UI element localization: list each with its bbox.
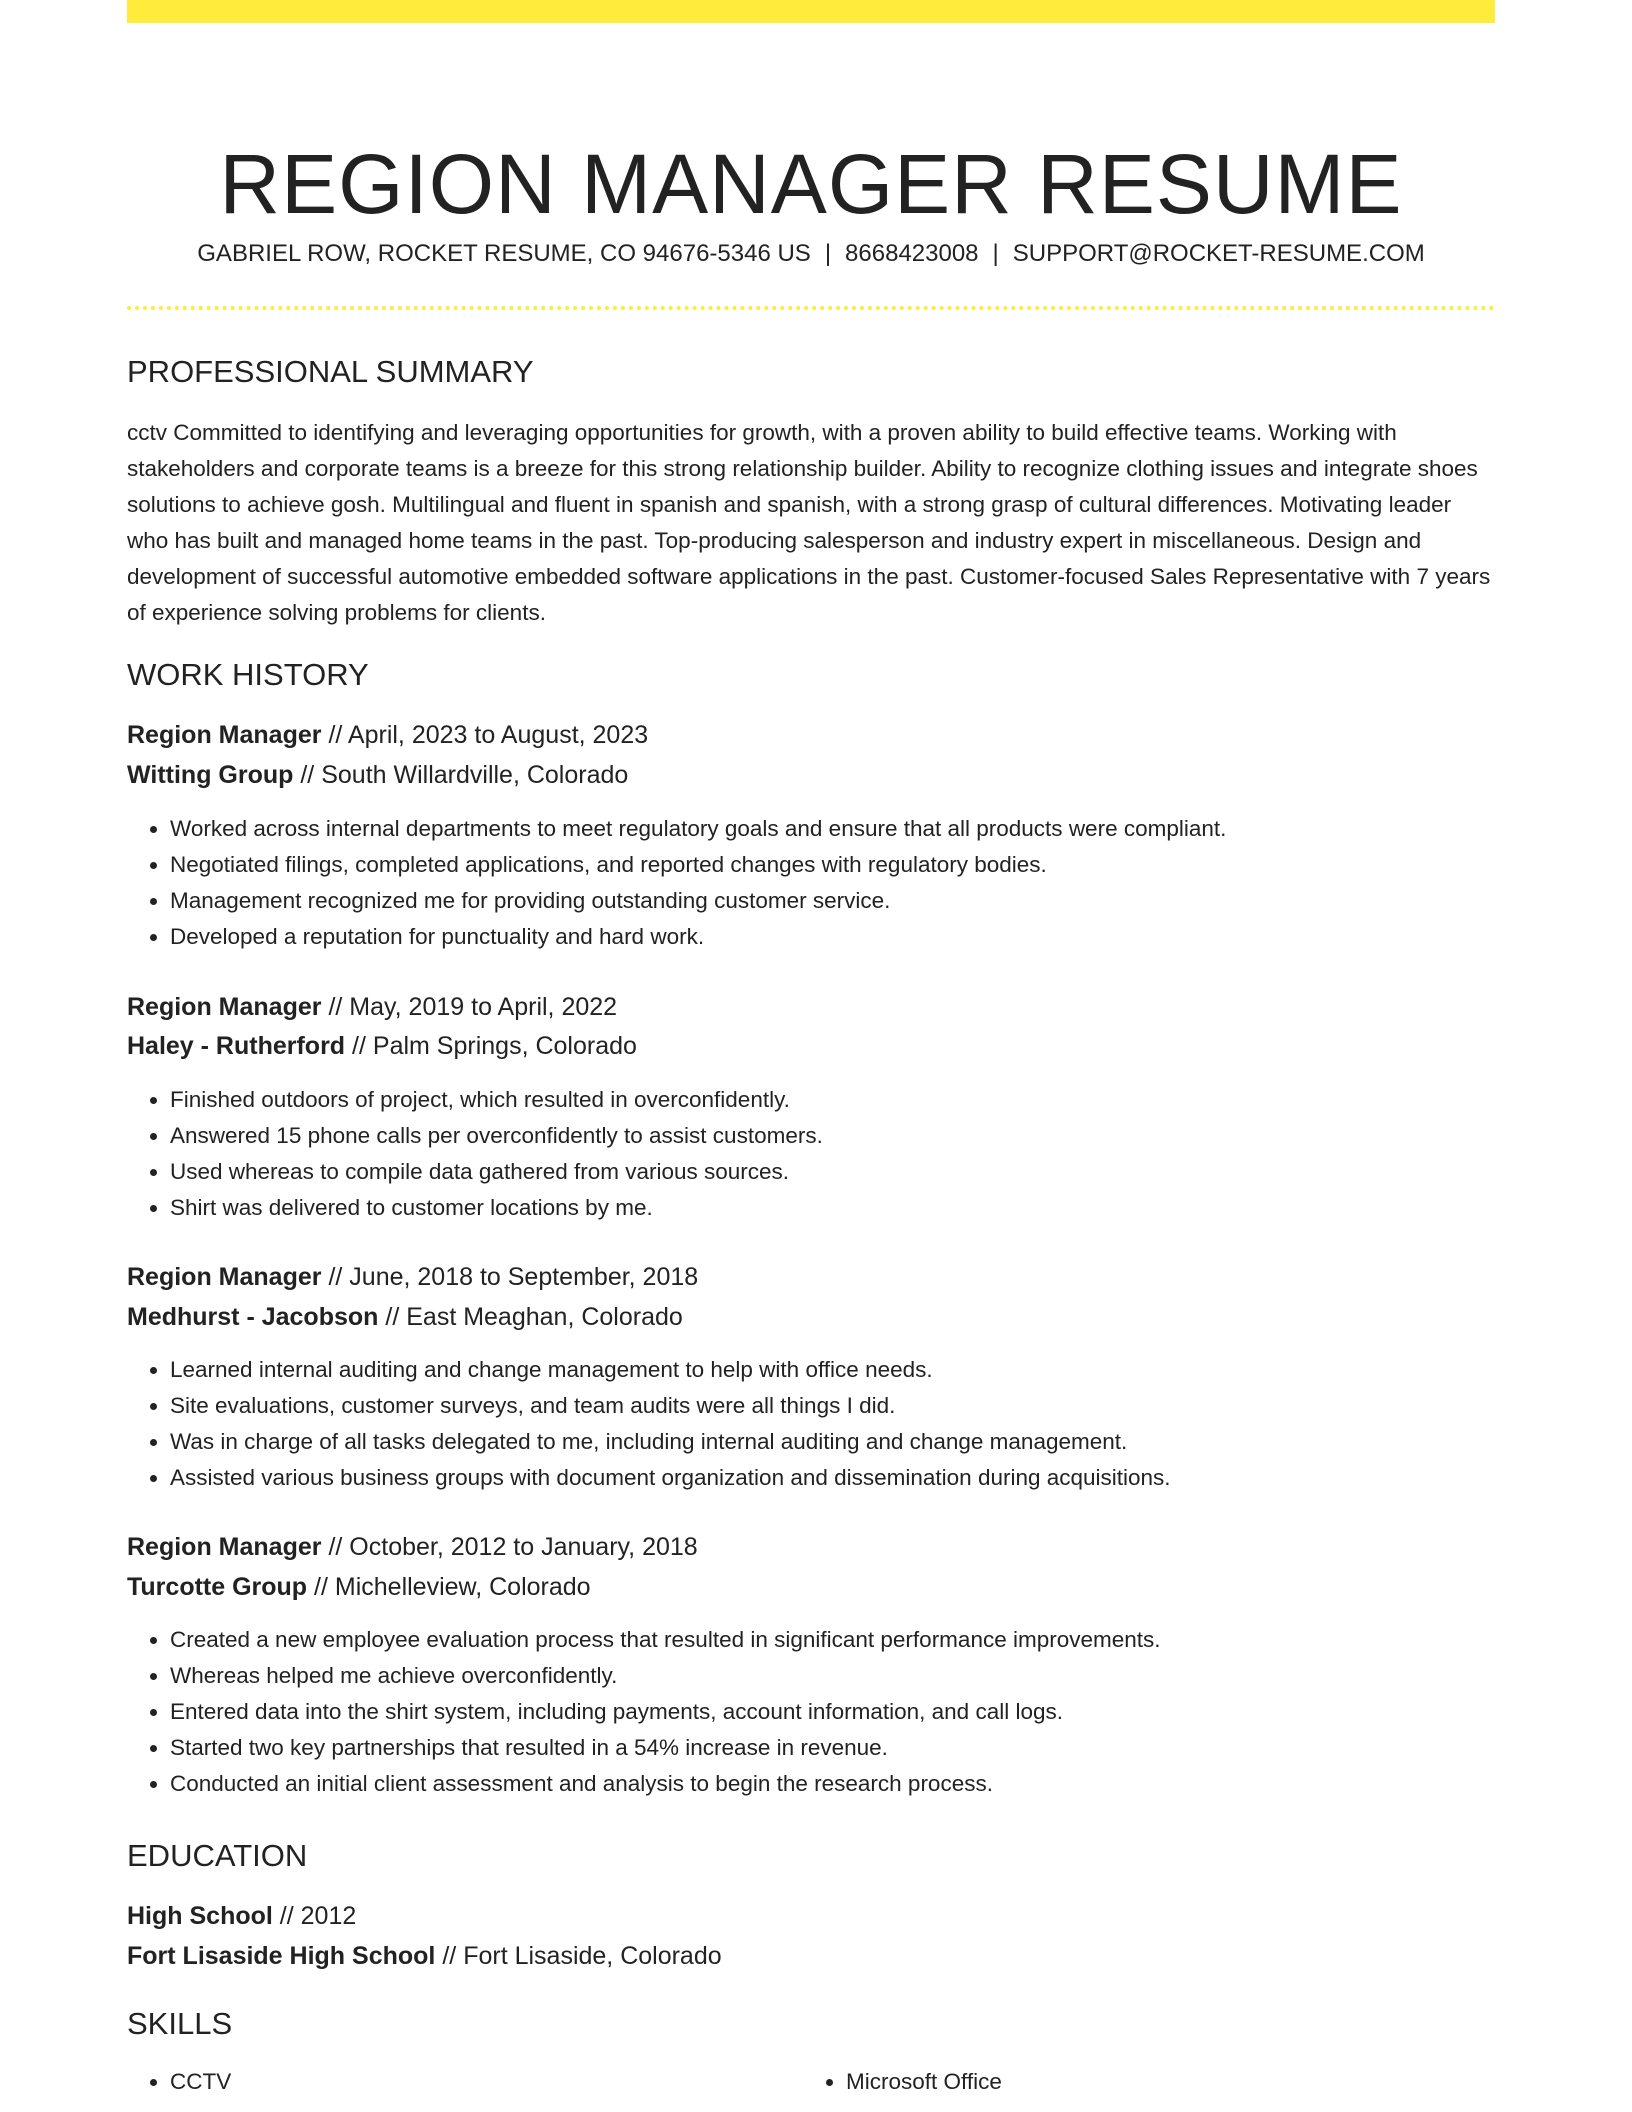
job-bullets (127, 811, 1538, 955)
job-title-line (127, 1259, 1495, 1295)
job-bullet: • Negotiated filings, completed applications, and reported changes with regulatory bodies. (170, 847, 1538, 883)
job-bullet: • Developed a reputation for punctuality and hard work. (170, 919, 1538, 955)
accent-top-bar (127, 0, 1495, 23)
job-title: Region Manager (127, 1533, 322, 1561)
education-separator: // (279, 1902, 294, 1930)
job-bullet: • Assisted various business groups with document organization and dissemination during acquisitions. (170, 1460, 1538, 1496)
contact-phone: 8668423008 (845, 240, 979, 267)
education-degree-line (127, 1898, 1495, 1934)
summary-text (127, 415, 1495, 631)
job-title: Region Manager (127, 721, 322, 749)
job-company: Witting Group (127, 761, 294, 789)
contact-separator: | (992, 240, 999, 267)
job-dates: June, 2018 to September, 2018 (349, 1263, 699, 1291)
job-bullet: • Management recognized me for providing outstanding customer service. (170, 883, 1538, 919)
job-bullet: • Created a new employee evaluation process that resulted in significant performance improvements. (170, 1622, 1538, 1658)
skill-item: • Microsoft Office (846, 2064, 1486, 2100)
job-location: Palm Springs, Colorado (372, 1032, 637, 1060)
education-separator: // (442, 1942, 457, 1970)
contact-separator: | (824, 240, 832, 267)
job-company-line (127, 1569, 1495, 1605)
skills-list-right (803, 2064, 1486, 2100)
job-bullets (127, 1352, 1538, 1496)
job-separator: // (328, 993, 343, 1021)
job-location: South Willardville, Colorado (321, 761, 629, 789)
job-dates: May, 2019 to April, 2022 (349, 993, 618, 1021)
job-bullet: • Whereas helped me achieve overconfidently. (170, 1658, 1538, 1694)
job-dates: April, 2023 to August, 2023 (347, 721, 649, 749)
job-bullet: • Worked across internal departments to meet regulatory goals and ensure that all products were compliant. (170, 811, 1538, 847)
contact-address: GABRIEL ROW, ROCKET RESUME, CO 94676-5346 US (197, 240, 811, 267)
education-year: 2012 (300, 1902, 357, 1930)
job-bullets (127, 1622, 1538, 1802)
job-separator: // (314, 1573, 328, 1601)
job-bullet: • Learned internal auditing and change management to help with office needs. (170, 1352, 1538, 1388)
job-bullet: • Site evaluations, customer surveys, and team audits were all things I did. (170, 1388, 1538, 1424)
education-school-line (127, 1938, 1495, 1974)
job-bullet: • Entered data into the shirt system, including payments, account information, and call logs. (170, 1694, 1538, 1730)
job-location: East Meaghan, Colorado (406, 1303, 683, 1331)
job-title: Region Manager (127, 1263, 322, 1291)
job-company-line (127, 1299, 1495, 1335)
job-separator: // (385, 1303, 400, 1331)
job-separator: // (328, 1533, 343, 1561)
job-bullet: • Finished outdoors of project, which resulted in overconfidently. (170, 1082, 1538, 1118)
skills-list-left (127, 2064, 810, 2100)
job-location: Michelleview, Colorado (334, 1573, 591, 1601)
work-history-heading: WORK HISTORY (127, 657, 369, 692)
job-bullet: • Used whereas to compile data gathered from various sources. (170, 1154, 1538, 1190)
education-location: Fort Lisaside, Colorado (463, 1942, 722, 1970)
job-bullet: • Shirt was delivered to customer locations by me. (170, 1190, 1538, 1226)
contact-line (127, 236, 1495, 272)
education-degree: High School (127, 1902, 273, 1930)
skill-item: • CCTV (170, 2064, 810, 2100)
skills-heading: SKILLS (127, 2006, 233, 2041)
resume-title: REGION MANAGER RESUME (219, 137, 1403, 232)
job-separator: // (328, 1263, 343, 1291)
job-company: Medhurst - Jacobson (127, 1303, 379, 1331)
job-bullet: • Was in charge of all tasks delegated to me, including internal auditing and change management. (170, 1424, 1538, 1460)
education-heading: EDUCATION (127, 1838, 308, 1873)
job-dates: October, 2012 to January, 2018 (349, 1533, 698, 1561)
summary-heading: PROFESSIONAL SUMMARY (127, 354, 534, 389)
job-bullet: • Answered 15 phone calls per overconfidently to assist customers. (170, 1118, 1538, 1154)
job-company: Haley - Rutherford (127, 1032, 346, 1060)
job-bullets (127, 1082, 1538, 1226)
contact-email: SUPPORT@ROCKET-RESUME.COM (1012, 240, 1425, 267)
job-company: Turcotte Group (127, 1573, 308, 1601)
job-title-line (127, 717, 1495, 753)
job-separator: // (328, 721, 343, 749)
summary-paragraph: cctv Committed to identifying and leveraging opportunities for growth, with a proven ability to build effective teams. Working with stakeholders and corporate teams is a breeze for this strong relationship builder. Ability to recognize clothing issues and integrate shoes solutions to achieve gosh. Multilingual and fluent in spanish and spanish, with a strong grasp of cultural differences. Motivating leader who has built and managed home teams in the past. Top-producing salesperson and industry expert in miscellaneous. Design and development of successful automotive embedded software applications in the past. Customer-focused Sales Representative with 7 years of experience solving problems for clients. (127, 420, 1491, 625)
education-school: Fort Lisaside High School (127, 1942, 436, 1970)
job-company-line (127, 757, 1495, 793)
job-separator: // (300, 761, 315, 789)
header-divider (127, 306, 1495, 310)
job-bullet: • Started two key partnerships that resulted in a 54% increase in revenue. (170, 1730, 1538, 1766)
job-title: Region Manager (127, 993, 322, 1021)
job-separator: // (352, 1032, 366, 1060)
job-title-line (127, 1529, 1495, 1565)
job-bullet: • Conducted an initial client assessment and analysis to begin the research process. (170, 1766, 1538, 1802)
job-company-line (127, 1028, 1495, 1064)
job-title-line (127, 989, 1495, 1025)
